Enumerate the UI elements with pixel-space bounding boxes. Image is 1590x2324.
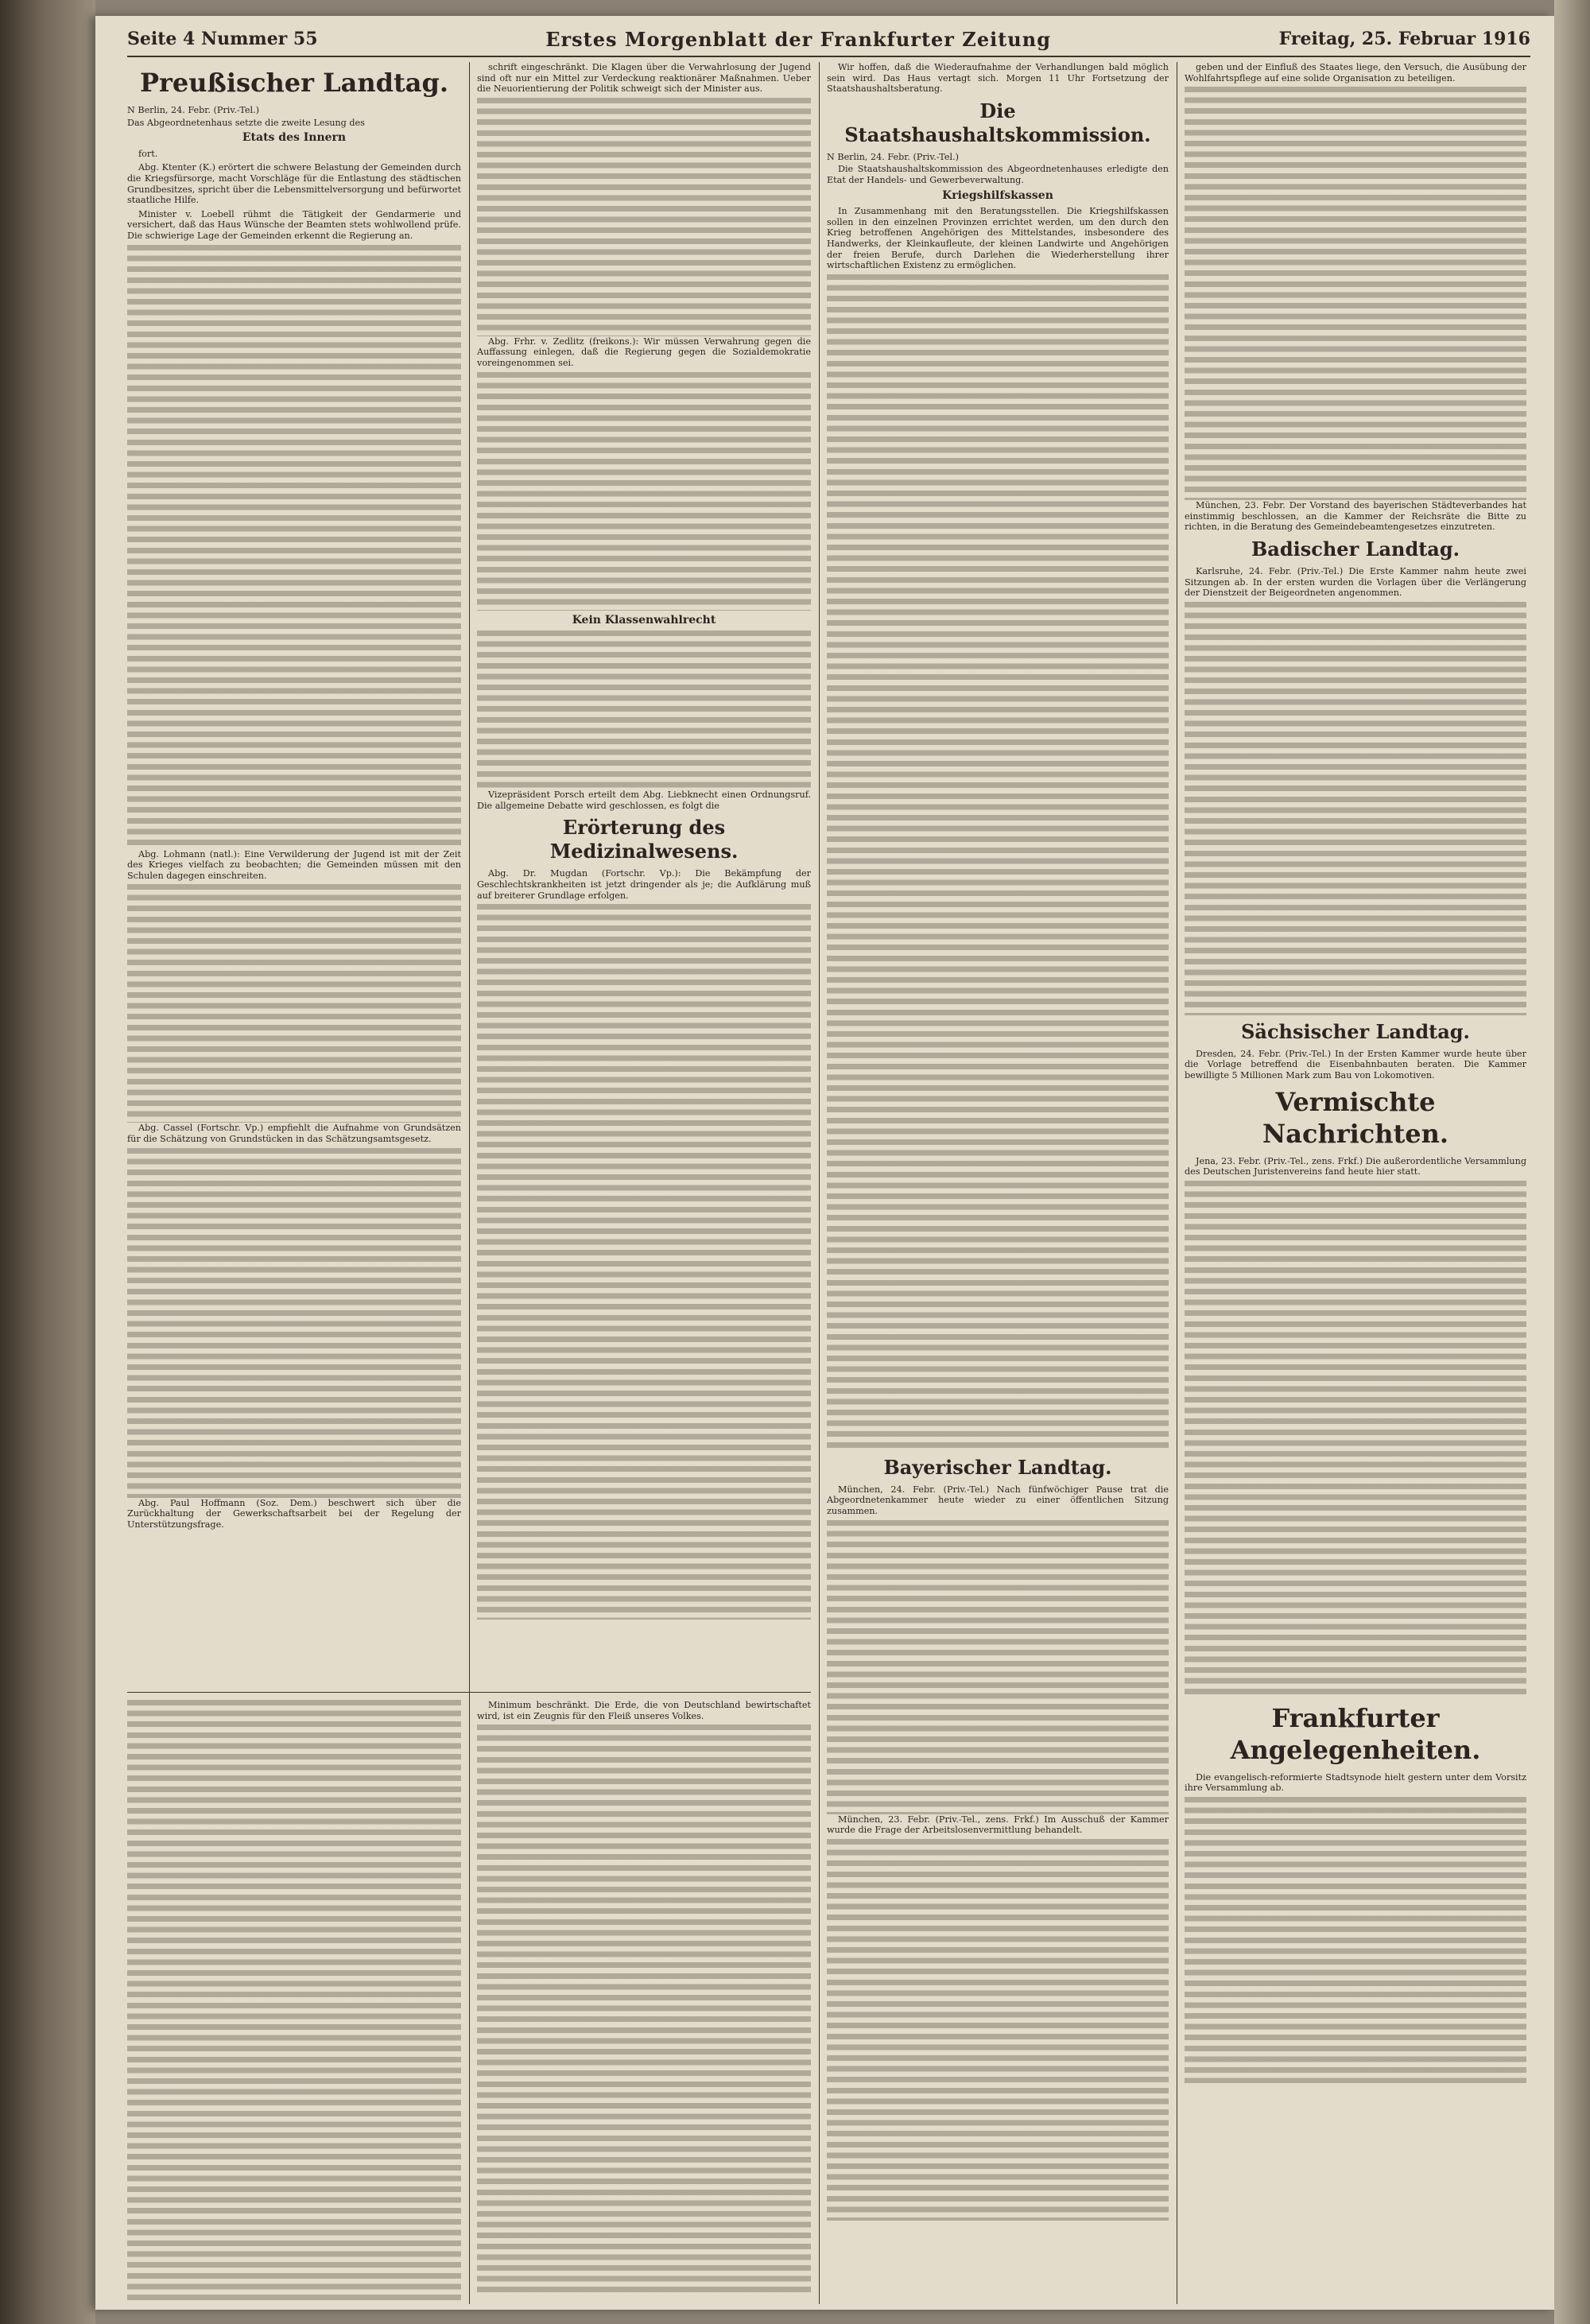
paragraph: Minister v. Loebell rühmt die Tätigkeit der Gendarmerie und versichert, daß das Haus Wünsche der Beamten stets wohlwollend prüfe. Die schwierige Lage der Gemeinden erkennt die Regierung an. — [127, 208, 461, 241]
text-block — [827, 1839, 1169, 2221]
paragraph: Dresden, 24. Febr. (Priv.-Tel.) In der Ersten Kammer wurde heute über die Vorlage betreffend die Eisenbahnbauten beraten. Die Kammer bewilligte 5 Millionen Mark zum Bau von Lokomotiven. — [1185, 1048, 1526, 1081]
text-block — [1185, 602, 1526, 1015]
paragraph: Abg. Frhr. v. Zedlitz (freikons.): Wir müssen Verwahrung gegen die Auffassung einlegen, daß die Regierung gegen die Sozialdemokratie voreingenommen sei. — [477, 336, 811, 368]
column-rule — [469, 62, 470, 2304]
paragraph: Abg. Cassel (Fortschr. Vp.) empfiehlt die Aufnahme von Grundsätzen für die Schätzung von Grundstücken in das Schätzungsamtsgesetz. — [127, 1123, 461, 1144]
section-heading: Badischer Landtag. — [1251, 537, 1460, 561]
paragraph: Abg. Dr. Mugdan (Fortschr. Vp.): Die Bekämpfung der Geschlechtskrankheiten ist jetzt dringender als je; die Aufklärung muß auf breiterer Grundlage erfolgen. — [477, 868, 811, 901]
paragraph: Abg. Lohmann (natl.): Eine Verwilderung der Jugend ist mit der Zeit des Krieges vielfach zu beobachten; die Gemeinden müssen mit den Schulen dagegen einschreiten. — [127, 848, 461, 881]
text-block — [127, 1700, 461, 2304]
paragraph: München, 23. Febr. Der Vorstand des bayerischen Städteverbandes hat einstimmig beschlossen, an die Kammer der Reichsräte die Bitte zu richten, in die Beratung des Gemeindebeamtengesetzes einzutreten. — [1185, 500, 1526, 533]
text-block — [477, 98, 811, 336]
paragraph: Jena, 23. Febr. (Priv.-Tel., zens. Frkf.) Die außerordentliche Versammlung des Deutschen Juristenvereins fand heute hier statt. — [1185, 1155, 1526, 1178]
text-block — [1185, 1797, 1526, 2083]
paragraph: fort. — [138, 148, 158, 159]
text-block — [827, 1520, 1169, 1814]
text-block — [477, 372, 811, 611]
section-rule — [127, 1692, 811, 1693]
paragraph: München, 23. Febr. (Priv.-Tel., zens. Frkf.) Im Ausschuß der Kammer wurde die Frage der Arbeitslosenvermittlung behandelt. — [827, 1814, 1169, 1836]
section-heading: Frankfurter Angelegenheiten. — [1230, 1702, 1481, 1765]
subheading: Kriegshilfskassen — [942, 188, 1053, 202]
book-binding — [0, 0, 95, 2324]
subheading: Etats des Innern — [242, 131, 347, 145]
section-heading: Sächsischer Landtag. — [1241, 1019, 1470, 1043]
page-number: Seite 4 Nummer 55 — [127, 29, 318, 49]
subheading: Kein Klassenwahlrecht — [572, 613, 716, 627]
section-heading: Erörterung des Medizinalwesens. — [549, 816, 739, 863]
section-heading: Bayerischer Landtag. — [883, 1455, 1112, 1479]
text-block — [127, 245, 461, 849]
text-block — [477, 904, 811, 1620]
text-block — [477, 630, 811, 790]
paragraph: Die evangelisch-reformierte Stadtsynode hielt gestern unter dem Vorsitz ihre Versammlung ab. — [1185, 1771, 1526, 1794]
column-1 — [127, 62, 461, 1684]
newspaper-title: Erstes Morgenblatt der Frankfurter Zeitung — [545, 27, 1051, 51]
paragraph: geben und der Einfluß des Staates liege, den Versuch, die Ausübung der Wohlfahrtspflege auf eine solide Organisation zu beteiligen. — [1185, 62, 1526, 83]
paragraph: Minimum beschränkt. Die Erde, die von Deutschland bewirtschaftet wird, ist ein Zeugnis für den Fleiß unseres Volkes. — [477, 1700, 811, 1721]
dateline: N Berlin, 24. Febr. (Priv.-Tel.) — [127, 105, 259, 115]
feuilleton-right — [477, 1700, 811, 2304]
page-edge — [1554, 0, 1590, 2324]
text-block — [127, 884, 461, 1123]
paragraph: München, 24. Febr. (Priv.-Tel.) Nach fünfwöchiger Pause trat die Abgeordnetenkammer heute wieder zu einer öffentlichen Sitzung zusammen. — [827, 1484, 1169, 1516]
section-heading: Preußischer Landtag. — [139, 68, 449, 98]
masthead — [127, 22, 1530, 57]
paragraph: Abg. Ktenter (K.) erörtert die schwere Belastung der Gemeinden durch die Kriegsfürsorge, macht Vorschläge für die Entlastung des städtischen Grundbesitzes, spricht über die Lebensmittelversorgung und befürwortet staatliche Hilfe. — [127, 162, 461, 206]
paragraph: Karlsruhe, 24. Febr. (Priv.-Tel.) Die Erste Kammer nahm heute zwei Sitzungen ab. In der ersten wurden die Vorlagen über die Verlängerung der Dienstzeit der Beigeordneten angenommen. — [1185, 565, 1526, 599]
paragraph: In Zusammenhang mit den Beratungsstellen. Die Kriegshilfskassen sollen in den einzelnen Provinzen errichtet werden, um den durch den Krieg betroffenen Angehörigen des Mittelstandes, insbesondere des Handwerks, der Kleinkaufleute, der kleinen Landwirte und Angehörigen der freien Berufe, durch Darlehen die Wiederherstellung ihrer wirtschaftlichen Existenz zu ermöglichen. — [827, 206, 1169, 271]
text-block — [1185, 87, 1526, 500]
newspaper-page — [95, 16, 1554, 2310]
dateline: N Berlin, 24. Febr. (Priv.-Tel.) — [827, 151, 959, 162]
text-block — [1185, 1181, 1526, 1697]
column-3 — [827, 62, 1169, 2304]
text-block — [127, 1148, 461, 1498]
paragraph: Wir hoffen, daß die Wiederaufnahme der Verhandlungen bald möglich sein wird. Das Haus vertagt sich. Morgen 11 Uhr Fortsetzung der Staatshaushaltsberatung. — [827, 62, 1169, 95]
column-rule — [819, 62, 820, 2304]
paragraph: Vizepräsident Porsch erteilt dem Abg. Liebknecht einen Ordnungsruf. Die allgemeine Debatte wird geschlossen, es folgt die — [477, 790, 811, 811]
text-block — [477, 1725, 811, 2297]
issue-date: Freitag, 25. Februar 1916 — [1278, 29, 1530, 49]
column-4 — [1185, 62, 1526, 2304]
paragraph: Abg. Paul Hoffmann (Soz. Dem.) beschwert sich über die Zurückhaltung der Gewerkschaftsarbeit bei der Regelung der Unterstützungsfrage. — [127, 1497, 461, 1530]
column-2 — [477, 62, 811, 1684]
section-heading: Vermischte Nachrichten. — [1262, 1086, 1449, 1149]
text-block — [827, 274, 1169, 1451]
feuilleton-left — [127, 1700, 461, 2304]
paragraph: schrift eingeschränkt. Die Klagen über die Verwahrlosung der Jugend sind oft nur ein Mittel zur Verdeckung reaktionärer Maßnahmen. Ueber die Neuorientierung der Politik schweigt sich der Minister aus. — [477, 62, 811, 95]
lead-text: Das Abgeordnetenhaus setzte die zweite Lesung des — [127, 117, 365, 128]
paragraph: Die Staatshaushaltskommission des Abgeordnetenhauses erledigte den Etat der Handels- und Gewerbeverwaltung. — [827, 164, 1169, 185]
section-heading: Die Staatshaushaltskommission. — [844, 99, 1151, 146]
